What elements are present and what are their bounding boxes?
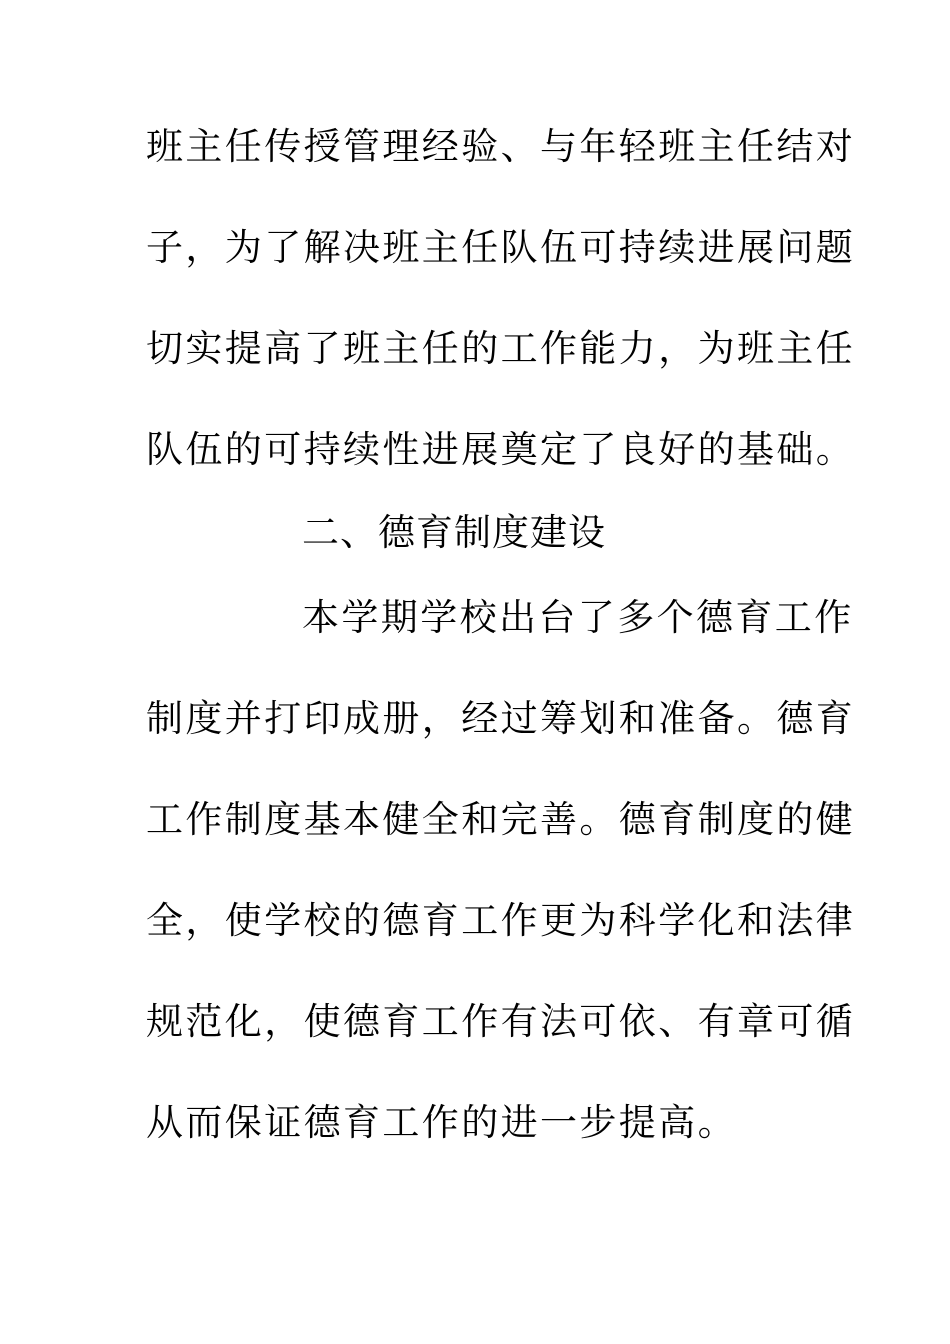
paragraph2-line-4: 全，使学校的德育工作更为科学化和法律 [146,899,856,942]
paragraph2-line-2: 制度并打印成册，经过筹划和准备。德育 [146,697,856,740]
paragraph2-line-6: 从而保证德育工作的进一步提高。 [146,1101,737,1144]
paragraph2-line-5: 规范化，使德育工作有法可依、有章可循 [146,1000,856,1043]
paragraph1-line-1: 班主任传授管理经验、与年轻班主任结对 [146,125,856,168]
section-heading: 二、德育制度建设 [302,511,606,554]
paragraph1-line-4: 队伍的可持续性进展奠定了良好的基础。 [146,428,856,471]
paragraph2-line-1: 本学期学校出台了多个德育工作 [302,596,854,639]
paragraph1-line-3: 切实提高了班主任的工作能力，为班主任 [146,327,856,370]
paragraph2-line-3: 工作制度基本健全和完善。德育制度的健 [146,798,856,841]
paragraph1-line-2: 子，为了解决班主任队伍可持续进展问题 [146,226,856,269]
